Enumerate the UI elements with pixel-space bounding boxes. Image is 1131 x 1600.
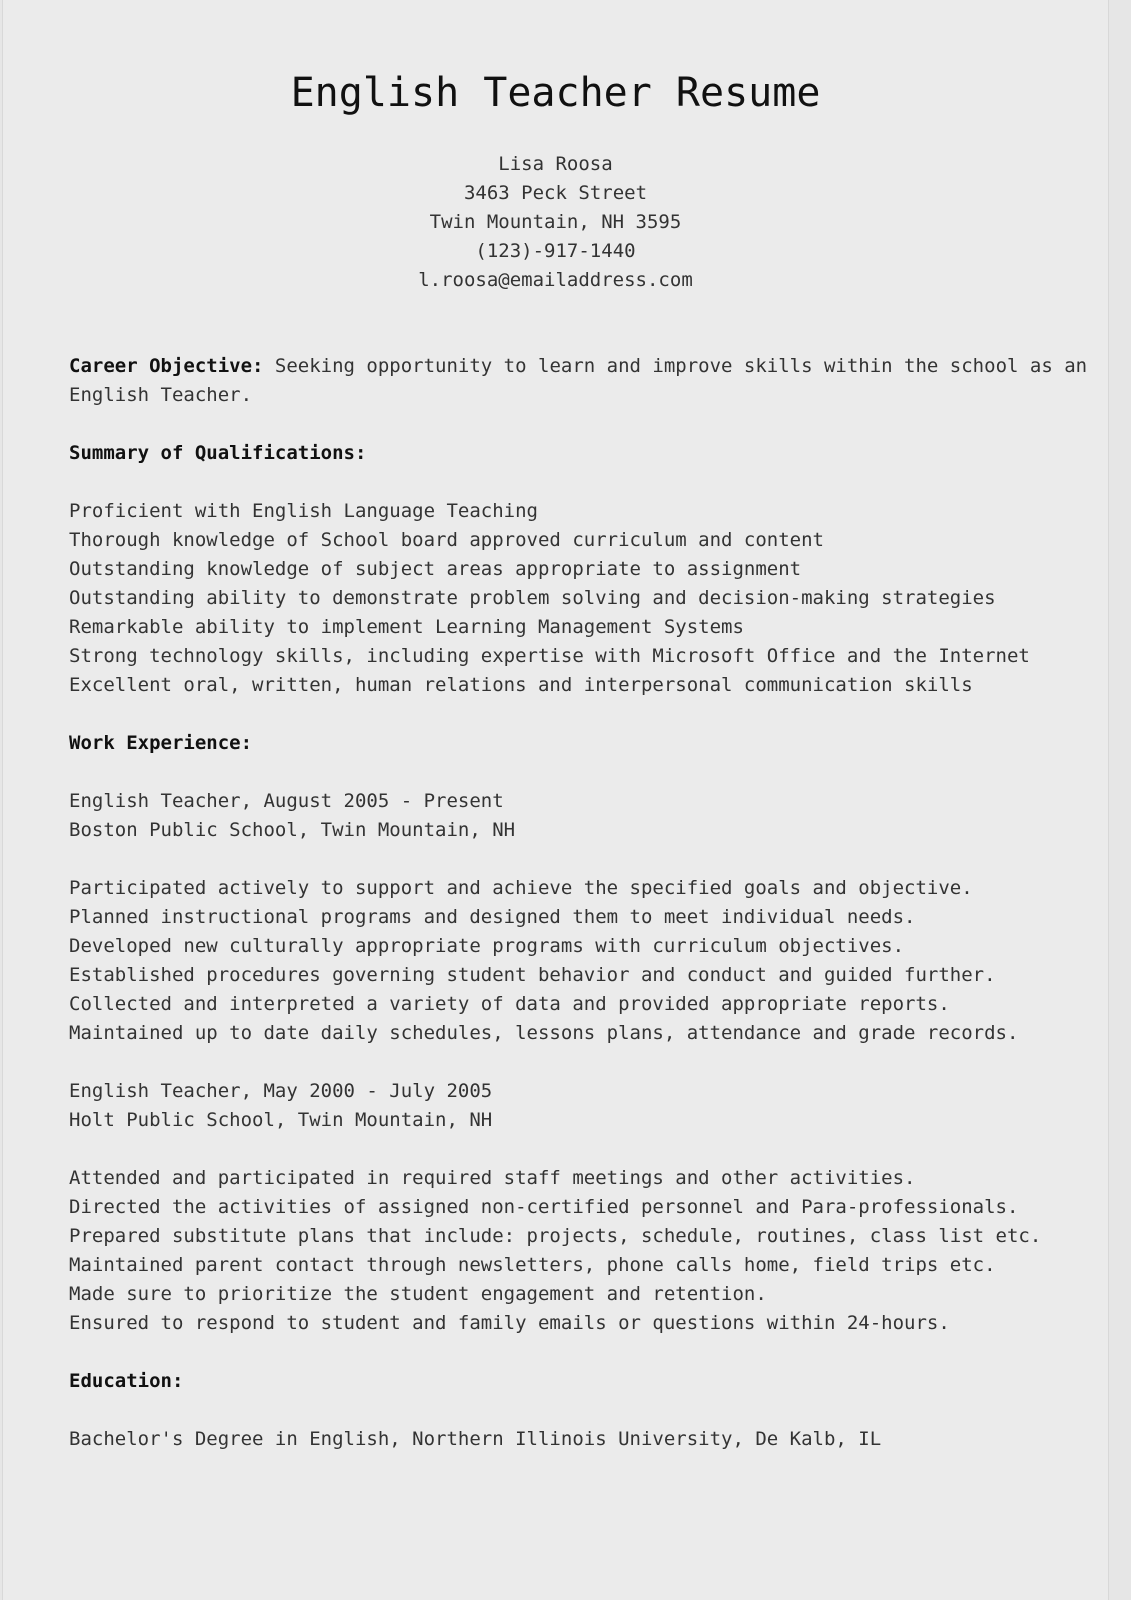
career-objective-text-cont: English Teacher. xyxy=(69,384,253,406)
list-item: Attended and participated in required staff meetings and other activities. xyxy=(69,1167,916,1189)
contact-street: 3463 Peck Street xyxy=(463,182,648,204)
career-objective-label: Career Objective: xyxy=(69,355,264,377)
list-item: Planned instructional programs and designed them to meet individual needs. xyxy=(69,906,916,928)
list-item: Maintained parent contact through newsletters, phone calls home, field trips etc. xyxy=(69,1254,996,1276)
list-item: Established procedures governing student behavior and conduct and guided further. xyxy=(69,964,996,986)
list-item: Ensured to respond to student and family emails or questions within 24-hours. xyxy=(69,1312,950,1334)
job-title: English Teacher, May 2000 - July 2005 xyxy=(69,1080,493,1102)
list-item: Made sure to prioritize the student engagement and retention. xyxy=(69,1283,767,1305)
list-item: Excellent oral, written, human relations and interpersonal communication skills xyxy=(69,674,973,696)
contact-name: Lisa Roosa xyxy=(498,153,613,175)
resume-body xyxy=(69,352,1088,1454)
list-item: Proficient with English Language Teaching xyxy=(69,500,538,522)
list-item: Directed the activities of assigned non-certified personnel and Para-professionals. xyxy=(69,1196,1019,1218)
section-heading-education: Education: xyxy=(69,1370,184,1392)
list-item: Collected and interpreted a variety of data and provided appropriate reports. xyxy=(69,993,950,1015)
education-degree: Bachelor's Degree in English, Northern Illinois University, De Kalb, IL xyxy=(69,1428,882,1450)
list-item: Developed new culturally appropriate programs with curriculum objectives. xyxy=(69,935,905,957)
list-item: Outstanding ability to demonstrate problem solving and decision-making strategies xyxy=(69,587,996,609)
section-heading-qualifications: Summary of Qualifications: xyxy=(69,442,367,464)
list-item: Remarkable ability to implement Learning Management Systems xyxy=(69,616,744,638)
contact-phone: (123)-917-1440 xyxy=(475,240,636,262)
job-entry xyxy=(69,1077,1078,1338)
list-item: Participated actively to support and achieve the specified goals and objective. xyxy=(69,877,973,899)
contact-block xyxy=(3,150,1108,295)
list-item: Outstanding knowledge of subject areas appropriate to assignment xyxy=(69,558,802,580)
page-title: English Teacher Resume xyxy=(290,70,821,116)
contact-city: Twin Mountain, NH 3595 xyxy=(429,211,682,233)
section-heading-experience: Work Experience: xyxy=(69,732,253,754)
career-objective xyxy=(69,352,1088,381)
list-item: Prepared substitute plans that include: projects, schedule, routines, class list etc. xyxy=(69,1225,1042,1247)
job-employer: Holt Public School, Twin Mountain, NH xyxy=(69,1109,493,1131)
list-item: Strong technology skills, including expertise with Microsoft Office and the Internet xyxy=(69,645,1030,667)
job-title: English Teacher, August 2005 - Present xyxy=(69,790,504,812)
qualifications-list xyxy=(69,497,1078,700)
job-employer: Boston Public School, Twin Mountain, NH xyxy=(69,819,516,841)
career-objective-text: Seeking opportunity to learn and improve skills within the school as an xyxy=(263,355,1088,377)
list-item: Thorough knowledge of School board approved curriculum and content xyxy=(69,529,824,551)
job-entry xyxy=(69,787,1078,1048)
contact-email: l.roosa@emailaddress.com xyxy=(418,269,693,291)
resume-page xyxy=(2,0,1109,1600)
list-item: Maintained up to date daily schedules, lessons plans, attendance and grade records. xyxy=(69,1022,1019,1044)
